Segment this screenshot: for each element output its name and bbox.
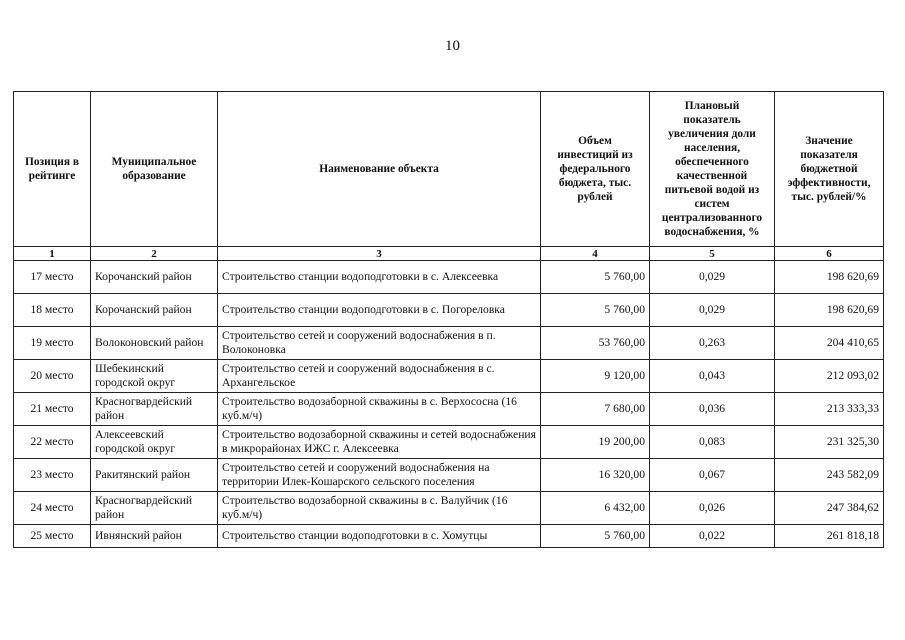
investment-cell: 6 432,00	[541, 492, 650, 525]
investment-cell: 9 120,00	[541, 360, 650, 393]
investment-cell: 16 320,00	[541, 459, 650, 492]
position-cell: 23 место	[14, 459, 91, 492]
header-position: Позиция в рейтинге	[14, 92, 91, 247]
table-row	[14, 294, 884, 327]
efficiency-cell: 261 818,18	[775, 525, 884, 548]
investment-cell: 53 760,00	[541, 327, 650, 360]
efficiency-cell: 198 620,69	[775, 261, 884, 294]
table-row	[14, 426, 884, 459]
municipality-cell: Красногвардейский район	[91, 393, 218, 426]
object-cell: Строительство станции водоподготовки в с. Алексеевка	[218, 261, 541, 294]
efficiency-cell: 247 384,62	[775, 492, 884, 525]
header-municipality: Муниципальное образование	[91, 92, 218, 247]
indicator-cell: 0,022	[650, 525, 775, 548]
investment-cell: 5 760,00	[541, 525, 650, 548]
object-cell: Строительство водозаборной скважины в с. Валуйчик (16 куб.м/ч)	[218, 492, 541, 525]
efficiency-cell: 212 093,02	[775, 360, 884, 393]
indicator-cell: 0,083	[650, 426, 775, 459]
object-cell: Строительство водозаборной скважины в с. Верхососна (16 куб.м/ч)	[218, 393, 541, 426]
investment-cell: 5 760,00	[541, 294, 650, 327]
municipality-cell: Корочанский район	[91, 294, 218, 327]
table-row	[14, 393, 884, 426]
position-cell: 22 место	[14, 426, 91, 459]
municipality-cell: Ракитянский район	[91, 459, 218, 492]
investment-cell: 7 680,00	[541, 393, 650, 426]
table-header-row	[14, 92, 884, 247]
column-number: 4	[541, 247, 650, 261]
indicator-cell: 0,263	[650, 327, 775, 360]
object-cell: Строительство сетей и сооружений водоснабжения в п. Волоконовка	[218, 327, 541, 360]
position-cell: 19 место	[14, 327, 91, 360]
header-object: Наименование объекта	[218, 92, 541, 247]
column-number: 1	[14, 247, 91, 261]
indicator-cell: 0,029	[650, 294, 775, 327]
indicator-cell: 0,036	[650, 393, 775, 426]
position-cell: 21 место	[14, 393, 91, 426]
header-indicator: Плановый показатель увеличения доли населения, обеспеченного качественной питьевой водой из систем централизованного водоснабжения, %	[650, 92, 775, 247]
object-cell: Строительство водозаборной скважины и сетей водоснабжения в микрорайонах ИЖС г. Алексеевка	[218, 426, 541, 459]
municipality-cell: Ивнянский район	[91, 525, 218, 548]
table-row	[14, 492, 884, 525]
rating-table	[13, 91, 884, 548]
efficiency-cell: 231 325,30	[775, 426, 884, 459]
column-number: 3	[218, 247, 541, 261]
position-cell: 25 место	[14, 525, 91, 548]
table-row	[14, 327, 884, 360]
municipality-cell: Волоконовский район	[91, 327, 218, 360]
investment-cell: 19 200,00	[541, 426, 650, 459]
object-cell: Строительство сетей и сооружений водоснабжения в с. Архангельское	[218, 360, 541, 393]
column-number: 6	[775, 247, 884, 261]
indicator-cell: 0,029	[650, 261, 775, 294]
table-row	[14, 261, 884, 294]
table-row	[14, 360, 884, 393]
table-row	[14, 525, 884, 548]
efficiency-cell: 213 333,33	[775, 393, 884, 426]
page-number: 10	[445, 38, 460, 54]
municipality-cell: Корочанский район	[91, 261, 218, 294]
table-row	[14, 459, 884, 492]
object-cell: Строительство сетей и сооружений водоснабжения на территории Илек-Кошарского сельского поселения	[218, 459, 541, 492]
header-investment: Объем инвестиций из федерального бюджета, тыс. рублей	[541, 92, 650, 247]
position-cell: 24 место	[14, 492, 91, 525]
position-cell: 20 место	[14, 360, 91, 393]
object-cell: Строительство станции водоподготовки в с. Хомутцы	[218, 525, 541, 548]
position-cell: 18 место	[14, 294, 91, 327]
municipality-cell: Алексеевский городской округ	[91, 426, 218, 459]
header-efficiency: Значение показателя бюджетной эффективности, тыс. рублей/%	[775, 92, 884, 247]
indicator-cell: 0,067	[650, 459, 775, 492]
position-cell: 17 место	[14, 261, 91, 294]
efficiency-cell: 204 410,65	[775, 327, 884, 360]
municipality-cell: Шебекинский городской округ	[91, 360, 218, 393]
municipality-cell: Красногвардейский район	[91, 492, 218, 525]
column-numbers-row	[14, 247, 884, 261]
efficiency-cell: 243 582,09	[775, 459, 884, 492]
column-number: 5	[650, 247, 775, 261]
indicator-cell: 0,043	[650, 360, 775, 393]
column-number: 2	[91, 247, 218, 261]
investment-cell: 5 760,00	[541, 261, 650, 294]
efficiency-cell: 198 620,69	[775, 294, 884, 327]
object-cell: Строительство станции водоподготовки в с. Погореловка	[218, 294, 541, 327]
indicator-cell: 0,026	[650, 492, 775, 525]
